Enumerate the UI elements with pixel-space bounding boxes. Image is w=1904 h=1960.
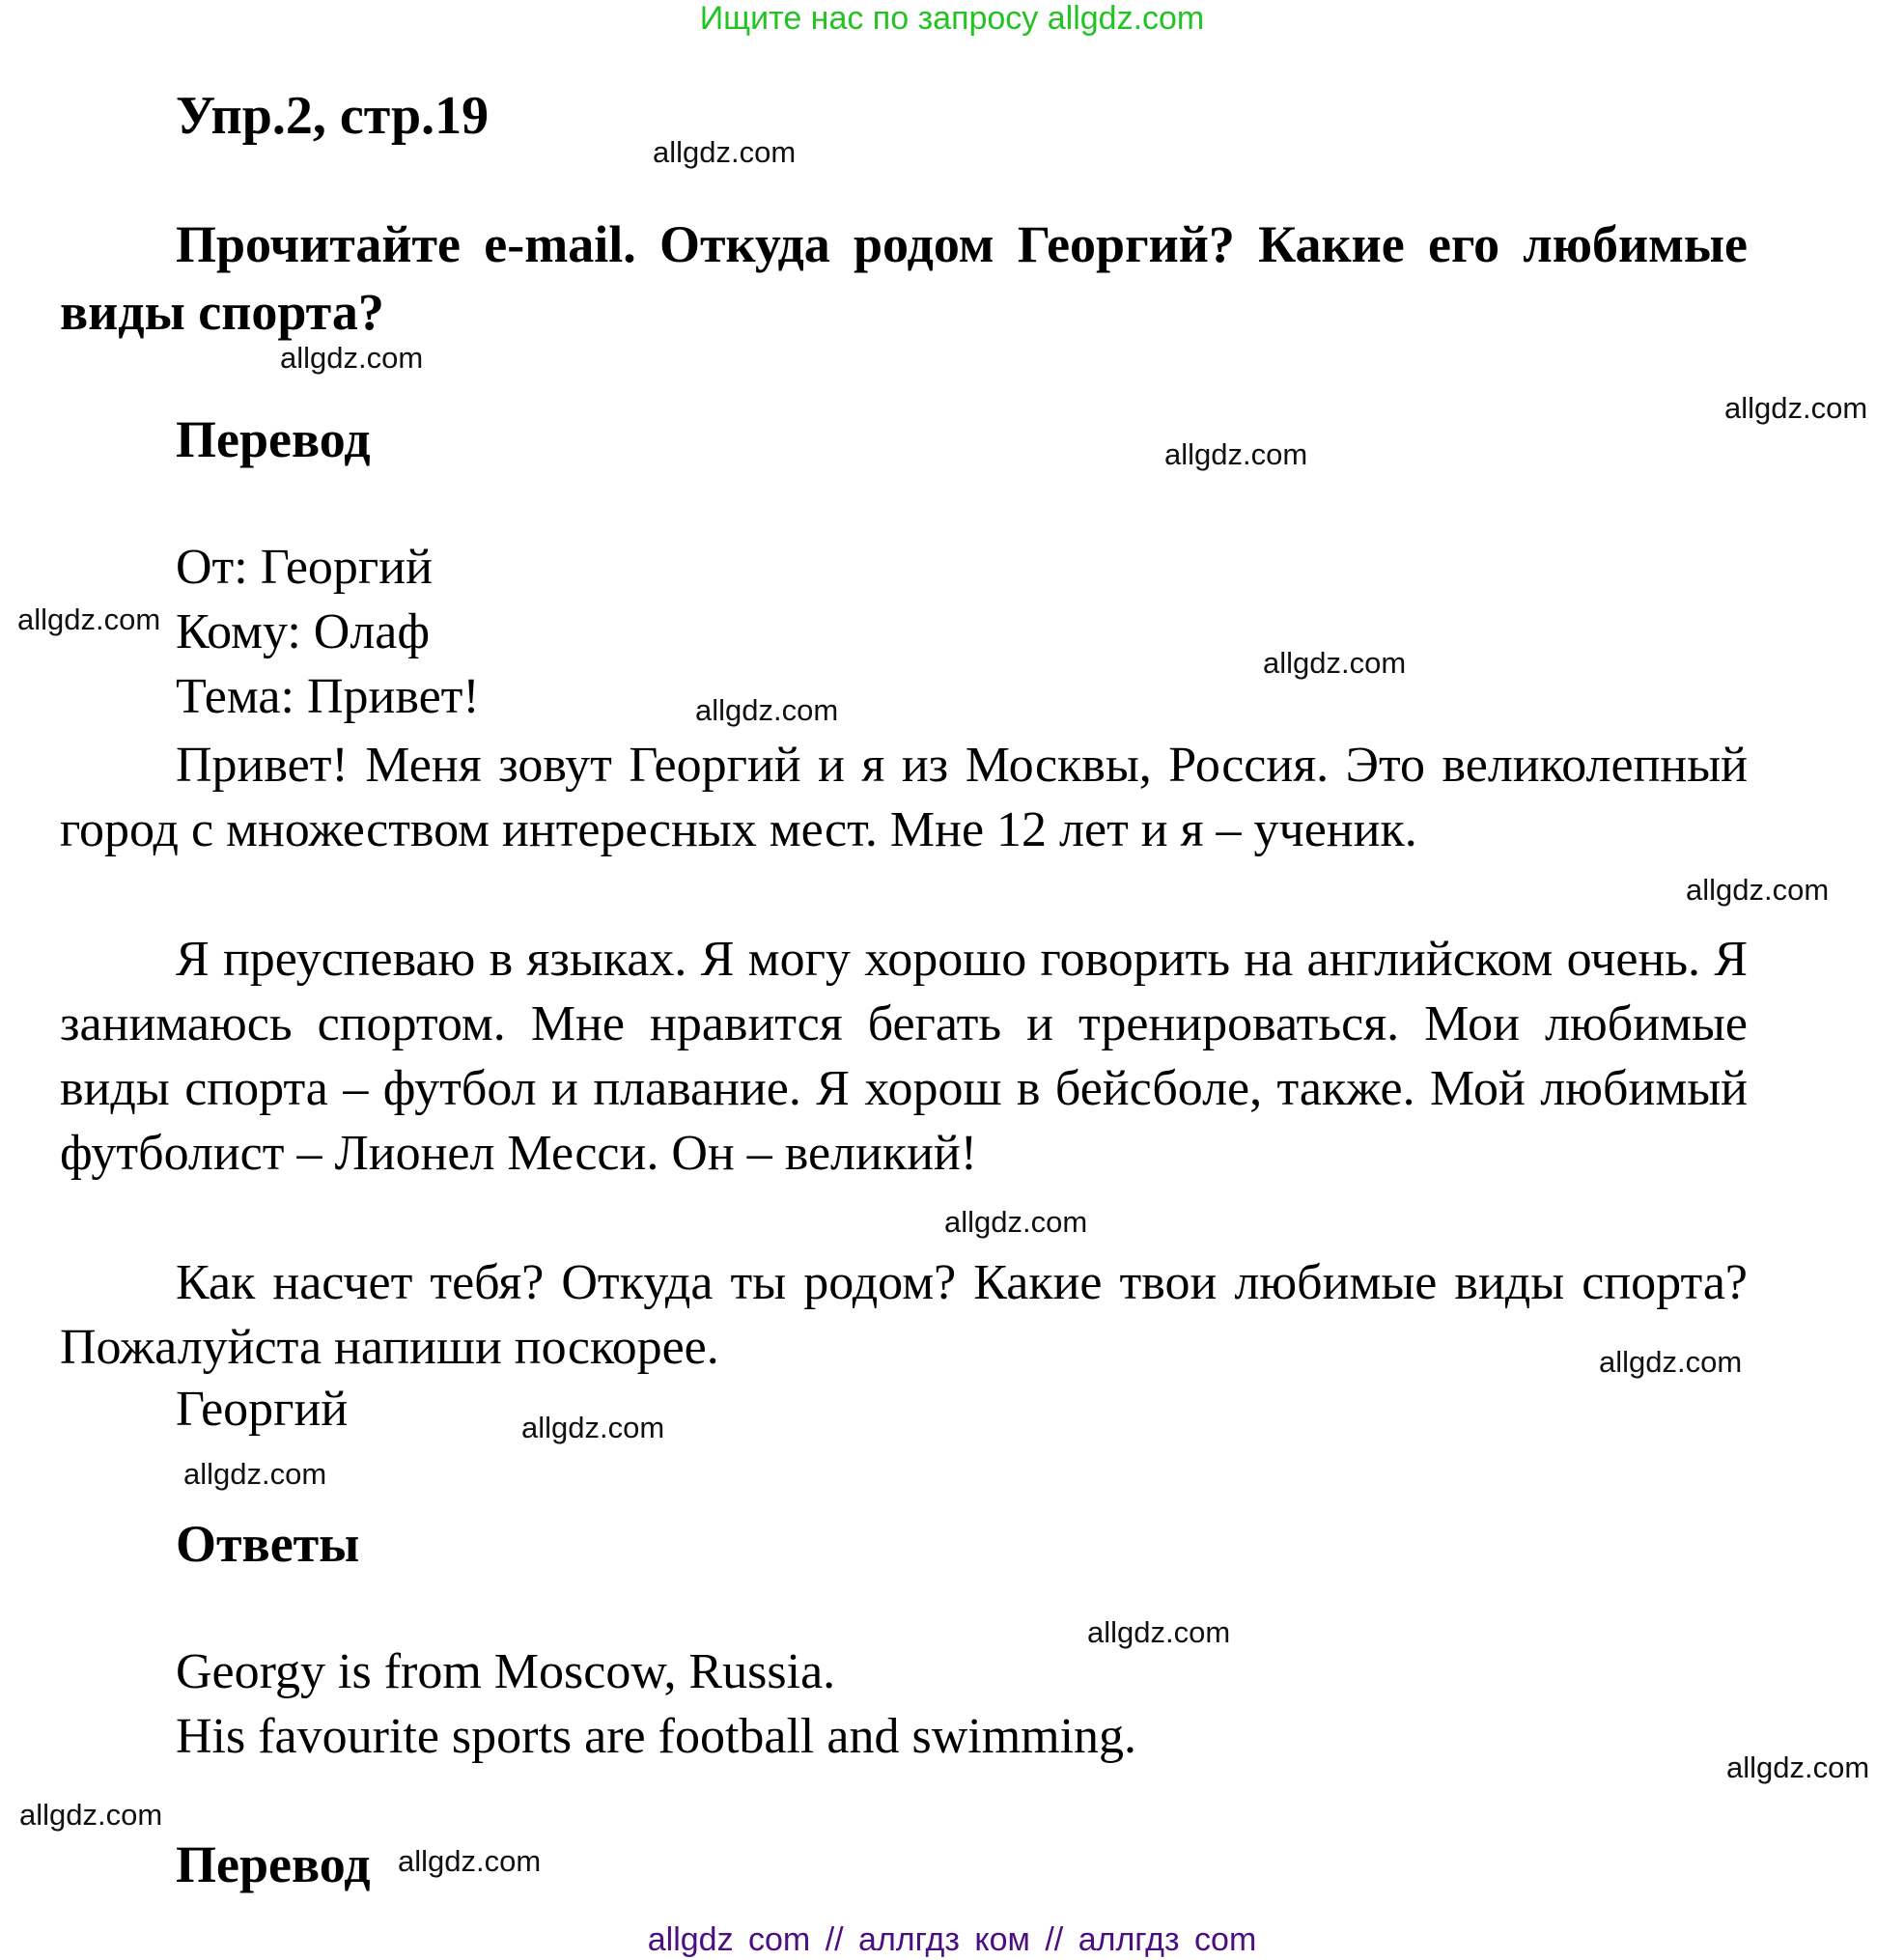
email-paragraph-3: Как насчет тебя? Откуда ты родом? Какие твои любимые виды спорта? Пожалуйста напиши поскорее. xyxy=(60,1255,1748,1375)
email-signature: Георгий xyxy=(176,1382,349,1437)
email-subject: Тема: Привет! xyxy=(176,669,480,724)
watermark: allgdz.com xyxy=(695,693,839,727)
watermark: allgdz.com xyxy=(183,1457,327,1491)
watermark: allgdz.com xyxy=(19,1798,163,1832)
answer-2: His favourite sports are football and swimming. xyxy=(176,1709,1137,1764)
translation-heading: Перевод xyxy=(176,410,371,468)
email-from: От: Георгий xyxy=(176,540,433,595)
watermark: allgdz.com xyxy=(1599,1345,1743,1379)
exercise-title: Упр.2, стр.19 xyxy=(176,86,490,146)
translation-heading-2: Перевод xyxy=(176,1835,371,1893)
answers-heading: Ответы xyxy=(176,1515,360,1573)
task-text: Прочитайте e-mail. Откуда родом Георгий? Какие его любимые виды спорта? xyxy=(60,215,1748,341)
watermark: allgdz.com xyxy=(1263,646,1407,680)
watermark: allgdz.com xyxy=(1087,1615,1231,1649)
watermark: allgdz.com xyxy=(280,341,424,375)
watermark: allgdz.com xyxy=(398,1844,542,1878)
watermark: allgdz.com xyxy=(1164,437,1308,471)
top-banner: Ищите нас по запросу allgdz.com xyxy=(699,0,1205,37)
watermark: allgdz.com xyxy=(944,1205,1088,1239)
email-to: Кому: Олаф xyxy=(176,604,431,659)
bottom-banner: allgdz com // аллгдз ком // аллгдз com xyxy=(647,1921,1257,1958)
watermark: allgdz.com xyxy=(1724,391,1868,425)
watermark: allgdz.com xyxy=(1686,873,1830,907)
watermark: allgdz.com xyxy=(521,1411,665,1444)
watermark: allgdz.com xyxy=(653,135,797,169)
email-paragraph-2: Я преуспеваю в языках. Я могу хорошо говорить на английском очень. Я занимаюсь спортом. Мне нравится бегать и тренироваться. Мои любимые виды спорта – футбол и плавание. Я хорош в бейсболе, также. Мой любимый футболист – Лионел Месси. Он – великий! xyxy=(60,932,1748,1181)
answer-1: Georgy is from Moscow, Russia. xyxy=(176,1644,836,1699)
email-paragraph-1: Привет! Меня зовут Георгий и я из Москвы, Россия. Это великолепный город с множеством интересных мест. Мне 12 лет и я – ученик. xyxy=(60,738,1748,857)
watermark: allgdz.com xyxy=(17,602,161,636)
watermark: allgdz.com xyxy=(1726,1750,1870,1784)
